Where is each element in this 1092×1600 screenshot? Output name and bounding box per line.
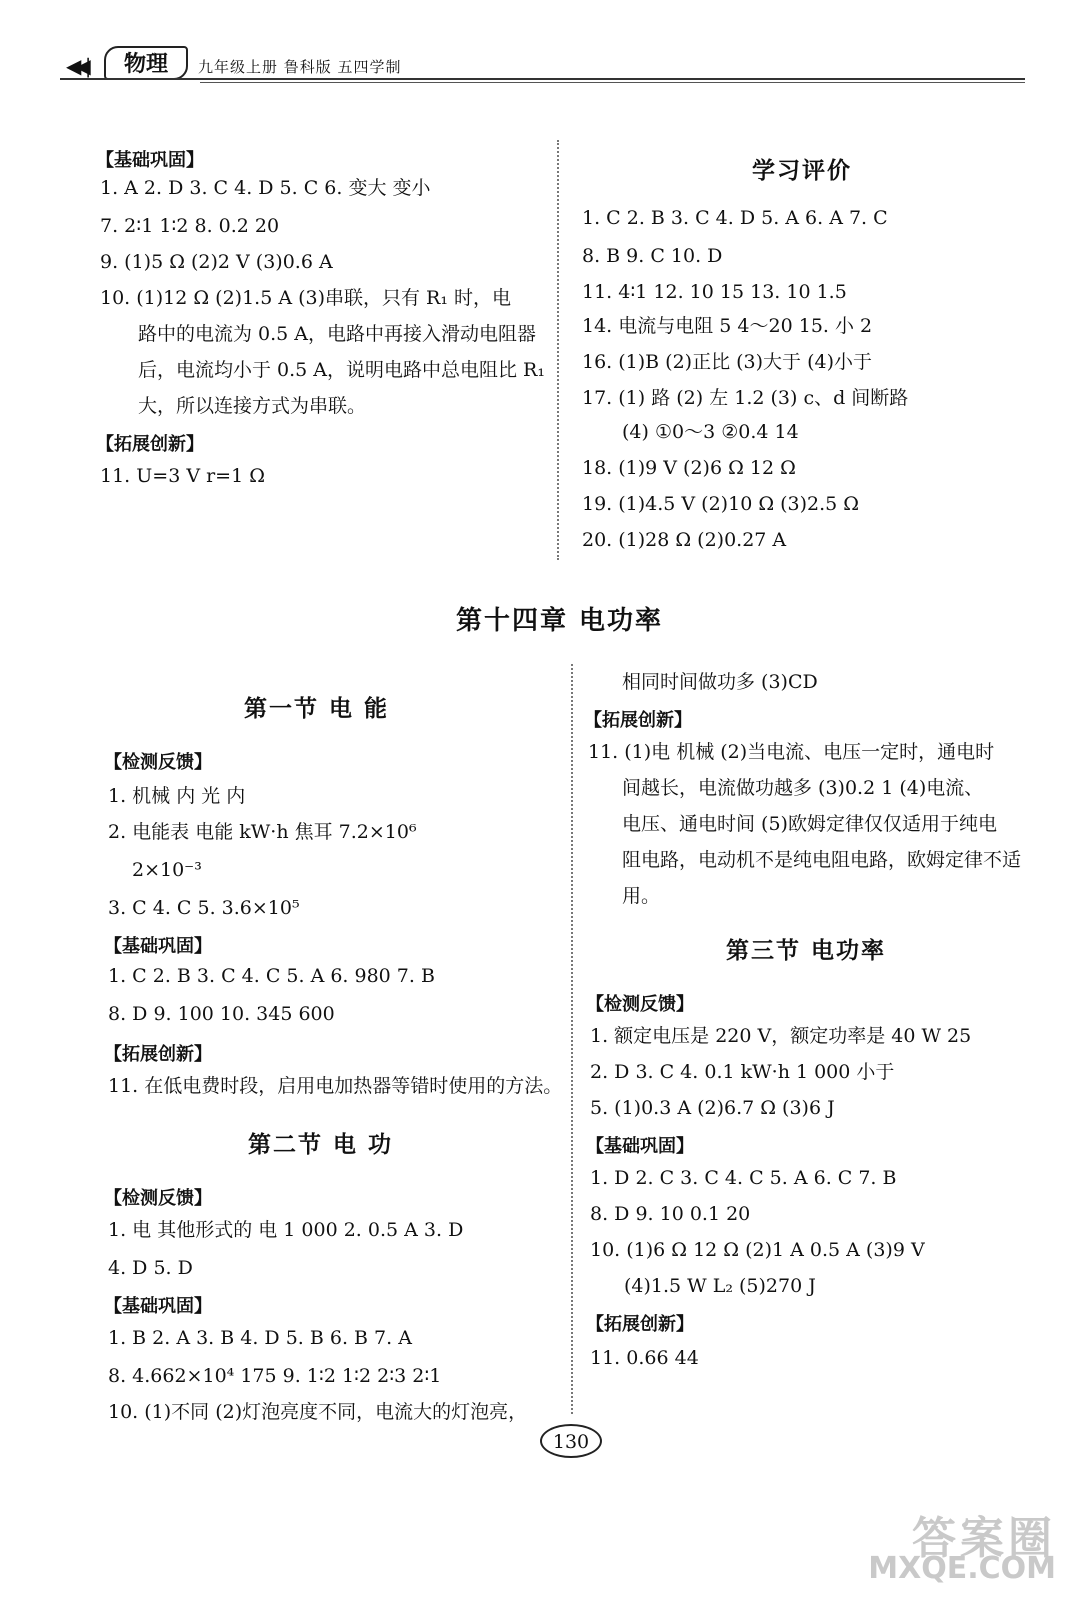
section-tag: 【基础巩固】 bbox=[104, 1296, 212, 1317]
answer-line: 3. C 4. C 5. 3.6×10⁵ bbox=[108, 897, 300, 919]
column-divider bbox=[571, 664, 573, 1414]
answer-line: 7. 2∶1 1∶2 8. 0.2 20 bbox=[100, 215, 280, 237]
section-tag: 【拓展创新】 bbox=[104, 1044, 212, 1065]
answer-line: 4. D 5. D bbox=[108, 1257, 193, 1279]
answer-line: 1. A 2. D 3. C 4. D 5. C 6. 变大 变小 bbox=[100, 177, 431, 199]
section-title: 第二节 电 功 bbox=[248, 1132, 394, 1158]
answer-line: 19. (1)4.5 V (2)10 Ω (3)2.5 Ω bbox=[582, 493, 860, 515]
section-title: 第三节 电功率 bbox=[726, 938, 887, 964]
book-info: 九年级上册 鲁科版 五四学制 bbox=[198, 58, 402, 76]
answer-line: 8. B 9. C 10. D bbox=[582, 245, 723, 267]
section-tag: 【基础巩固】 bbox=[96, 150, 204, 171]
answer-line: 1. C 2. B 3. C 4. C 5. A 6. 980 7. B bbox=[108, 965, 435, 987]
answer-line: 后，电流均小于 0.5 A，说明电路中总电阻比 R₁ bbox=[138, 359, 545, 381]
answer-line: 8. 4.662×10⁴ 175 9. 1∶2 1∶2 2∶3 2∶1 bbox=[108, 1365, 442, 1387]
section-tag: 【检测反馈】 bbox=[586, 994, 694, 1015]
answer-line: 20. (1)28 Ω (2)0.27 A bbox=[582, 529, 787, 551]
section-title: 学习评价 bbox=[752, 158, 852, 184]
section-tag: 【检测反馈】 bbox=[104, 1188, 212, 1209]
subject-logo: 物理 bbox=[104, 46, 188, 80]
answer-line: (4)1.5 W L₂ (5)270 J bbox=[624, 1275, 816, 1297]
answer-line: 8. D 9. 10 0.1 20 bbox=[590, 1203, 751, 1225]
answer-line: 2. D 3. C 4. 0.1 kW·h 1 000 小于 bbox=[590, 1061, 895, 1083]
answer-line: 相同时间做功多 (3)CD bbox=[622, 671, 818, 693]
watermark-logo bbox=[868, 1513, 1056, 1586]
answer-line: 11. (1)电 机械 (2)当电流、电压一定时，通电时 bbox=[588, 741, 995, 763]
answer-line: 1. 电 其他形式的 电 1 000 2. 0.5 A 3. D bbox=[108, 1219, 464, 1241]
answer-line: (4) ①0～3 ②0.4 14 bbox=[622, 421, 799, 443]
answer-line: 1. 机械 内 光 内 bbox=[108, 785, 246, 807]
watermark-bottom: MXQE.COM bbox=[868, 1551, 1056, 1586]
answer-line: 11. 0.66 44 bbox=[590, 1347, 699, 1369]
answer-line: 8. D 9. 100 10. 345 600 bbox=[108, 1003, 335, 1025]
answer-line: 路中的电流为 0.5 A，电路中再接入滑动电阻器 bbox=[138, 323, 537, 345]
section-tag: 【拓展创新】 bbox=[96, 434, 204, 455]
answer-line: 9. (1)5 Ω (2)2 V (3)0.6 A bbox=[100, 251, 333, 273]
section-tag: 【基础巩固】 bbox=[104, 936, 212, 957]
answer-line: 17. (1) 路 (2) 左 1.2 (3) c、d 间断路 bbox=[582, 387, 909, 409]
answer-line: 1. B 2. A 3. B 4. D 5. B 6. B 7. A bbox=[108, 1327, 412, 1349]
answer-line: 大，所以连接方式为串联。 bbox=[138, 395, 367, 417]
page-header bbox=[60, 40, 1025, 84]
answer-line: 10. (1)不同 (2)灯泡亮度不同，电流大的灯泡亮， bbox=[108, 1401, 528, 1423]
answer-line: 2. 电能表 电能 kW·h 焦耳 7.2×10⁶ bbox=[108, 821, 417, 843]
section-tag: 【基础巩固】 bbox=[586, 1136, 694, 1157]
chapter-title: 第十四章 电功率 bbox=[456, 606, 664, 636]
section-tag: 【拓展创新】 bbox=[584, 710, 692, 731]
answer-line: 10. (1)6 Ω 12 Ω (2)1 A 0.5 A (3)9 V bbox=[590, 1239, 925, 1261]
page-number: 130 bbox=[540, 1424, 602, 1458]
answer-line: 2×10⁻³ bbox=[132, 859, 202, 881]
answer-line: 1. D 2. C 3. C 4. C 5. A 6. C 7. B bbox=[590, 1167, 897, 1189]
section-tag: 【拓展创新】 bbox=[586, 1314, 694, 1335]
answer-line: 16. (1)B (2)正比 (3)大于 (4)小于 bbox=[582, 351, 872, 373]
section-title: 第一节 电 能 bbox=[244, 696, 390, 722]
column-divider bbox=[557, 140, 559, 560]
answer-line: 14. 电流与电阻 5 4～20 15. 小 2 bbox=[582, 315, 873, 337]
answer-line: 间越长，电流做功越多 (3)0.2 1 (4)电流、 bbox=[622, 777, 984, 799]
answer-line: 18. (1)9 V (2)6 Ω 12 Ω bbox=[582, 457, 796, 479]
answer-line: 电压、通电时间 (5)欧姆定律仅仅适用于纯电 bbox=[622, 813, 997, 835]
answer-line: 11. 4∶1 12. 10 15 13. 10 1.5 bbox=[582, 281, 847, 303]
answer-line: 1. 额定电压是 220 V，额定功率是 40 W 25 bbox=[590, 1025, 972, 1047]
answer-line: 5. (1)0.3 A (2)6.7 Ω (3)6 J bbox=[590, 1097, 835, 1119]
answer-line: 10. (1)12 Ω (2)1.5 A (3)串联，只有 R₁ 时，电 bbox=[100, 287, 512, 309]
answer-line: 用。 bbox=[622, 885, 661, 907]
answer-line: 1. C 2. B 3. C 4. D 5. A 6. A 7. C bbox=[582, 207, 888, 229]
answer-line: 阻电路，电动机不是纯电阻电路，欧姆定律不适 bbox=[622, 849, 1022, 871]
arrow-decoration-icon: ◀◀| bbox=[66, 54, 86, 78]
section-tag: 【检测反馈】 bbox=[104, 752, 212, 773]
header-rule bbox=[60, 78, 1025, 80]
header-rule-thin bbox=[200, 82, 1025, 83]
answer-line: 11. 在低电费时段，启用电加热器等错时使用的方法。 bbox=[108, 1075, 563, 1097]
answer-line: 11. U=3 V r=1 Ω bbox=[100, 465, 265, 487]
watermark-top: 答案圈 bbox=[912, 1513, 1056, 1564]
